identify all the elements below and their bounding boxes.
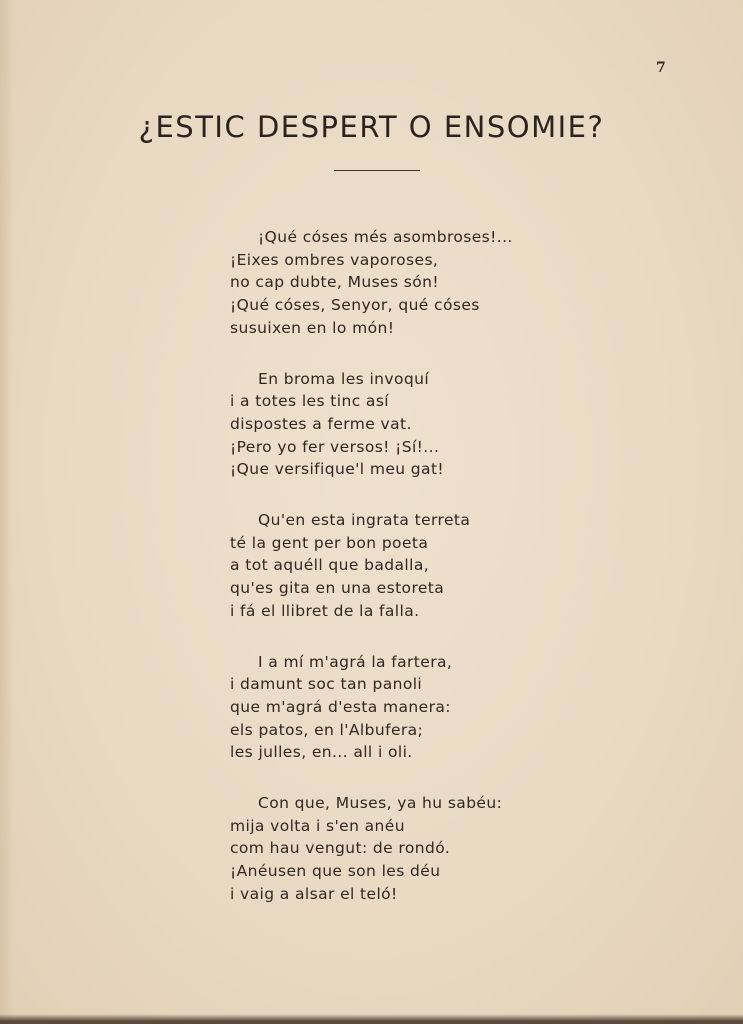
poem-line: mija volta i s'en anéu	[230, 816, 405, 835]
poem-line: En broma les invoquí	[258, 369, 430, 388]
poem-line: ¡Qué cóses, Senyor, qué cóses	[230, 296, 480, 315]
poem-line: dispostes a ferme vat.	[230, 414, 412, 433]
poem-line: i damunt soc tan panoli	[230, 675, 423, 694]
poem-line: els patos, en l'Albufera;	[230, 720, 424, 739]
poem-line: com hau vengut: de rondó.	[230, 839, 451, 858]
stanza-2	[230, 368, 570, 482]
stanza-1	[230, 226, 570, 340]
poem-line: i vaig a alsar el teló!	[230, 884, 398, 903]
title-divider	[334, 170, 420, 171]
poem-line: ¡Eixes ombres vaporoses,	[230, 250, 439, 269]
poem-line: Qu'en esta ingrata terreta	[258, 511, 471, 530]
poem-title: ¿ESTIC DESPERT O ENSOMIE?	[138, 110, 605, 144]
poem-line: ¡Qué cóses més asombroses!...	[258, 228, 513, 246]
poem-line: les julles, en... all i oli.	[230, 743, 413, 762]
poem-line: i fá el llibret de la falla.	[230, 601, 420, 620]
poem-line: i a totes les tinc así	[230, 392, 390, 411]
poem-line: no cap dubte, Muses són!	[230, 273, 439, 292]
page-number: 7	[656, 60, 666, 76]
poem-line: I a mí m'agrá la fartera,	[258, 652, 453, 671]
poem-line: susuixen en lo món!	[230, 318, 395, 337]
poem-line: té la gent per bon poeta	[230, 533, 429, 552]
poem-line: ¡Anéusen que son les déu	[230, 862, 441, 881]
stanza-4	[230, 651, 570, 765]
stanza-3	[230, 509, 570, 623]
poem-line: a tot aquéll que badalla,	[230, 556, 430, 575]
page-left-edge	[0, 0, 14, 1024]
poem-line: ¡Pero yo fer versos! ¡Sí!...	[230, 437, 440, 456]
page-bottom-edge	[0, 1014, 743, 1024]
poem-line: ¡Que versifique'l meu gat!	[230, 460, 445, 479]
stanza-5	[230, 792, 570, 906]
poem-line: que m'agrá d'esta manera:	[230, 697, 451, 716]
poem-body	[230, 226, 570, 934]
poem-line: qu'es gita en una estoreta	[230, 579, 445, 598]
poem-line: Con que, Muses, ya hu sabéu:	[258, 794, 503, 813]
